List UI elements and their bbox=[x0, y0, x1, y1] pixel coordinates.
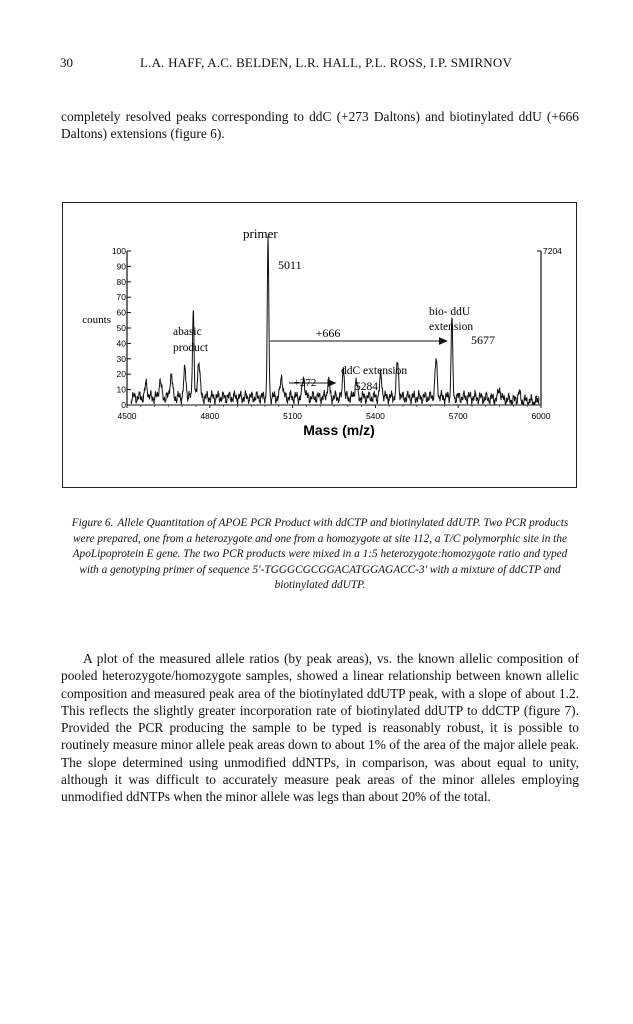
running-header bbox=[60, 55, 580, 73]
caption-figure-label: Figure 6. bbox=[71, 517, 114, 529]
x-tick-label: 4800 bbox=[200, 411, 220, 421]
bio-ddu-label-line1: bio- ddU bbox=[429, 306, 471, 318]
y-tick-label: 20 bbox=[116, 369, 126, 380]
y-tick-label: 80 bbox=[116, 276, 126, 287]
primer-mass-label: 5011 bbox=[278, 258, 302, 272]
ddc-mass-label: 5284 bbox=[355, 381, 378, 393]
y-tick-label: 30 bbox=[116, 353, 126, 364]
x-tick-label: 5700 bbox=[448, 411, 468, 421]
y-tick-label: 100 bbox=[111, 246, 126, 256]
abasic-label-line1: abasic bbox=[173, 326, 202, 338]
y-tick-label: 60 bbox=[116, 307, 126, 318]
ddc-extension-label: ddC extension bbox=[341, 365, 408, 377]
bio-ddu-mass-label: 5677 bbox=[471, 333, 495, 347]
y-tick-label: 10 bbox=[116, 384, 126, 395]
x-tick-label: 5400 bbox=[365, 411, 385, 421]
mass-spectrum-chart bbox=[63, 203, 576, 487]
abasic-label-line2: product bbox=[173, 342, 209, 354]
y-axis-title: counts bbox=[82, 314, 111, 326]
y-tick-label: 50 bbox=[116, 323, 126, 333]
x-tick-label: 4500 bbox=[117, 411, 137, 421]
primer-label: primer bbox=[243, 226, 278, 241]
figure-caption bbox=[64, 516, 576, 594]
ddc-shift-label: +272 bbox=[293, 377, 317, 389]
page-number: 30 bbox=[60, 55, 73, 70]
biotin-shift-label: +666 bbox=[315, 326, 341, 340]
right-axis-zero-label: 0 bbox=[535, 394, 540, 404]
y-tick-label: 40 bbox=[116, 338, 126, 349]
intro-paragraph: completely resolved peaks corresponding to ddC (+273 Daltons) and biotinylated ddU (+666 Daltons) extensions (figure 6). bbox=[61, 109, 579, 142]
x-tick-label: 5100 bbox=[283, 411, 303, 421]
running-authors: L.A. HAFF, A.C. BELDEN, L.R. HALL, P.L. ROSS, I.P. SMIRNOV bbox=[140, 55, 513, 70]
y-tick-label: 70 bbox=[116, 292, 126, 303]
spectrum-trace bbox=[131, 236, 539, 404]
figure-6 bbox=[62, 202, 577, 488]
right-axis-max-label: 7204 bbox=[543, 246, 562, 256]
caption-body: Two PCR products were prepared, one from a heterozygote and one from a homozygote at site 112, a T/C polymorphic site in the ApoLipoprotein E gene. The two PCR products were mixed in a 1:5 heterozygote:homozygote ratio and typed with a genotyping primer of sequence 5'-TGGGCGCGGACATGGAGACC-3' with a mixture of ddCTP and biotinylated ddUTP. bbox=[72, 517, 569, 592]
y-tick-label: 90 bbox=[116, 261, 126, 272]
caption-title: Allele Quantitation of APOE PCR Product with ddCTP and biotinylated ddUTP. bbox=[117, 517, 481, 529]
chart-annotations bbox=[173, 226, 495, 393]
x-axis-title: Mass (m/z) bbox=[303, 422, 375, 438]
y-tick-label: 0 bbox=[121, 400, 126, 410]
body-paragraph: A plot of the measured allele ratios (by peak areas), vs. the known allelic composition of pooled heterozygote/homozygote samples, showed a linear relationship between known allelic composition and measured peak area of the biotinylated ddUTP peak, with a slope of about 1.2. This reflects the slightly greater incorporation rate of biotinylated ddUTP to ddCTP (figure 7). Provided the PCR producing the sample to be typed is reasonably robust, it is possible to routinely measure minor allele peak areas down to about 1% of the area of the major allele peak. The slope determined using unmodified ddNTPs, in comparison, was about equal to unity, although it was difficult to accurately measure peak areas of the minor alleles employing unmodified ddNTPs when the minor allele was legs than about 20% of the total. bbox=[61, 651, 579, 805]
bio-ddu-label-line2: extension bbox=[429, 321, 474, 333]
x-tick-label: 6000 bbox=[531, 411, 551, 421]
